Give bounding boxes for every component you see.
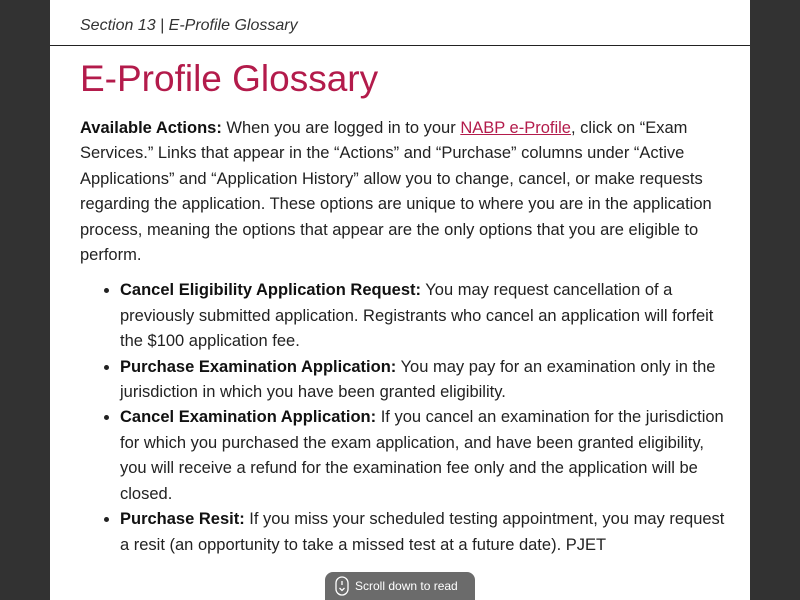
scroll-hint-toast[interactable]	[325, 572, 475, 600]
definition: You may pay for an examination only in the jurisdiction in which you have been granted eligibility.	[120, 357, 716, 402]
term: Purchase Resit:	[120, 510, 245, 529]
list-item	[120, 405, 725, 507]
intro-text-cont: , click on “Exam Services.” Links that appear in the “Actions” and “Purchase” columns under “Active Applications” and “Application History” allow you to change, cancel, or make requests regarding the application. These options are unique to where you are in the application process, meaning the options that appear are the only options that you are eligible to perform.	[80, 119, 712, 265]
intro-paragraph	[80, 116, 725, 268]
term: Cancel Eligibility Application Request:	[120, 281, 422, 300]
definition: If you cancel an examination for the jurisdiction for which you purchased the exam application, and have been granted eligibility, you will receive a refund for the examination fee only and the application will be closed.	[120, 408, 724, 503]
scroll-hint-label: Scroll down to read	[355, 579, 458, 593]
document-body	[80, 116, 725, 558]
document-page	[50, 0, 750, 600]
nabp-eprofile-link[interactable]: NABP e-Profile	[460, 119, 571, 137]
definition: You may request cancellation of a previously submitted application. Registrants who cancel an application will forfeit the $100 application fee.	[120, 281, 714, 351]
intro-text: When you are logged in to your	[221, 119, 461, 137]
page-title: E-Profile Glossary	[80, 58, 379, 99]
intro-label: Available Actions:	[80, 119, 222, 137]
actions-list	[80, 278, 725, 557]
list-item	[120, 507, 725, 558]
scroll-mouse-icon	[335, 576, 349, 596]
list-item	[120, 278, 725, 354]
definition: If you miss your scheduled testing appointment, you may request a resit (an opportunity to take a missed test at a future date). PJET	[120, 510, 725, 554]
header-divider	[50, 45, 750, 46]
list-item	[120, 355, 725, 406]
section-header: Section 13 | E-Profile Glossary	[80, 17, 298, 34]
term: Purchase Examination Application:	[120, 357, 397, 376]
term: Cancel Examination Application:	[120, 408, 377, 427]
